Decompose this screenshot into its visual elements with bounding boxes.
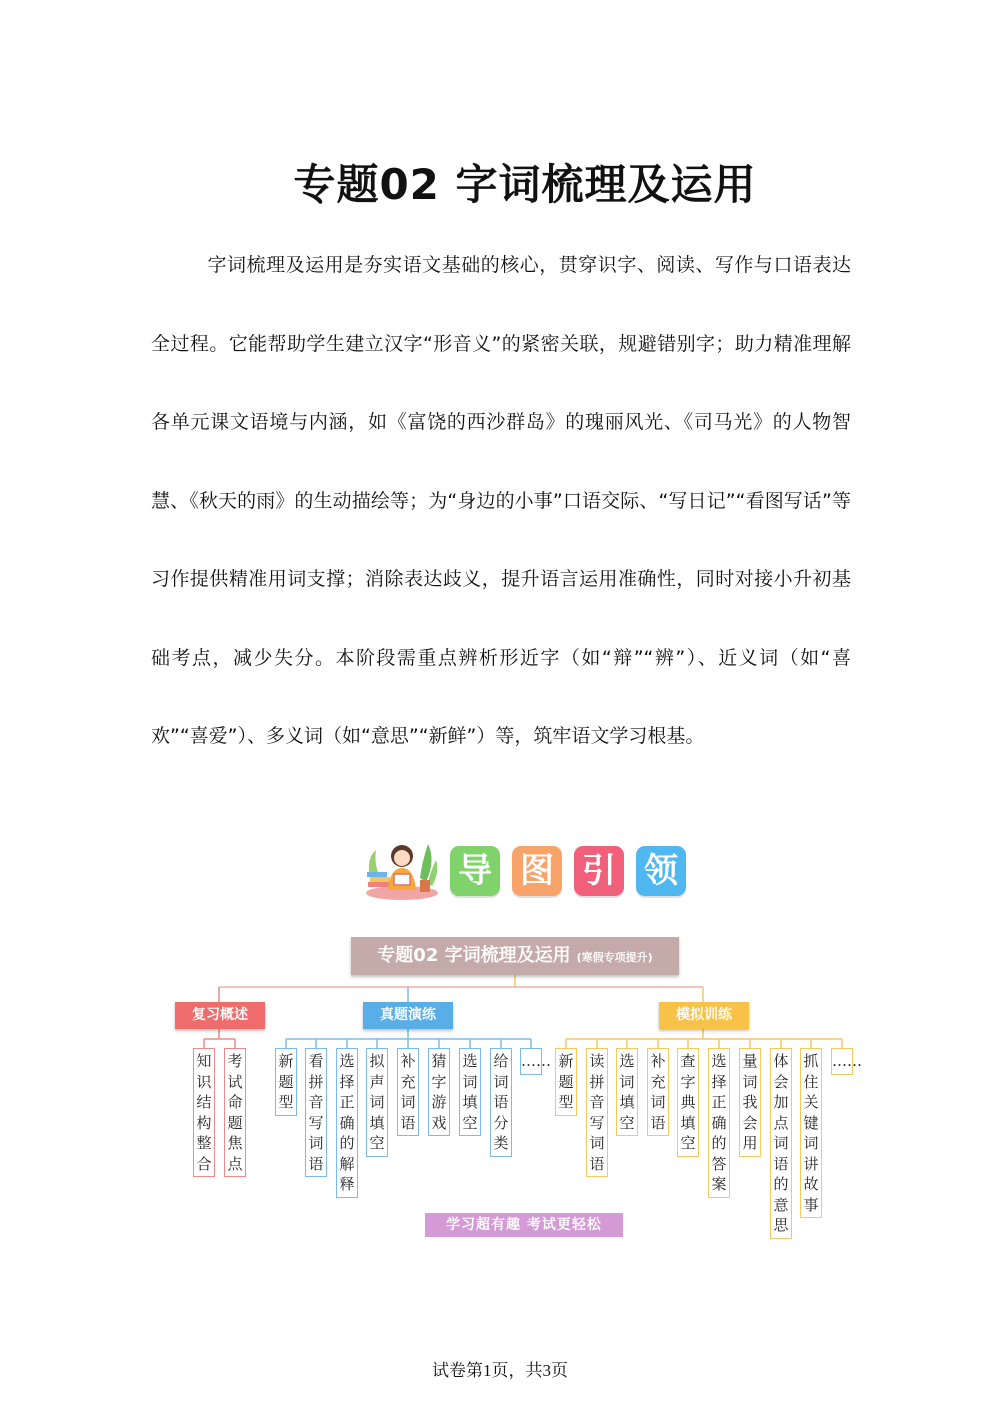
root-label: 专题02 字词梳理及运用 xyxy=(377,945,571,966)
root-note: (寒假专项提升) xyxy=(576,951,653,964)
page-title: 专题02 字词梳理及运用 xyxy=(293,160,757,209)
leaf-item: 读拼音写词语 xyxy=(586,1048,608,1177)
leaf-item: 选择正确的解释 xyxy=(336,1048,358,1198)
intro-text: 字词梳理及运用是夯实语文基础的核心，贯穿识字、阅读、写作与口语表达全过程。它能帮助学生建立汉字“形音义”的紧密关联，规避错别字；助力精准理解各单元课文语境与内涵，如《富饶的西沙群岛》的瑰丽风光、《司马光》的人物智慧、《秋天的雨》的生动描绘等；为“身边的小事”口语交际、“写日记”“看图写话”等习作提供精准用词支撑；消除表达歧义，提升语言运用准确性，同时对接小升初基础考点，减少失分。本阶段需重点辨析形近字（如“辩”“辨”）、近义词（如“喜欢”“喜爱”）、多义词（如“意思”“新鲜”）等，筑牢语文学习根基。 xyxy=(151,254,851,747)
image-tile: 图 xyxy=(512,846,562,896)
leaf-item: 新题型 xyxy=(555,1048,577,1116)
leaf-item: …… xyxy=(520,1048,542,1075)
leaf-item: 猜字游戏 xyxy=(428,1048,450,1136)
category-review-overview: 复习概述 xyxy=(175,1002,265,1029)
category-past-exam-practice: 真题演练 xyxy=(363,1002,453,1029)
leaf-item: 看拼音写词语 xyxy=(305,1048,327,1177)
leaf-item: 补充词语 xyxy=(647,1048,669,1136)
leaf-item: 体会加点词语的意思 xyxy=(770,1048,792,1239)
leaf-item: 知识结构整合 xyxy=(193,1048,215,1177)
leaf-item: 选词填空 xyxy=(616,1048,638,1136)
leaf-item: 选词填空 xyxy=(459,1048,481,1136)
leaf-item: 拟声词填空 xyxy=(366,1048,388,1157)
slogan-badge: 学习超有趣 考试更轻松 xyxy=(425,1213,623,1237)
leaf-item: 补充词语 xyxy=(397,1048,419,1136)
leaf-item: 新题型 xyxy=(275,1048,297,1116)
leaf-item: 给词语分类 xyxy=(490,1048,512,1157)
mind-map-root xyxy=(351,937,679,975)
category-mock-training: 模拟训练 xyxy=(659,1002,749,1029)
guide-tile: 导 xyxy=(450,846,500,896)
leaf-item: 量词我会用 xyxy=(739,1048,761,1157)
collar-tile: 领 xyxy=(636,846,686,896)
leaf-item: 考试命题焦点 xyxy=(224,1048,246,1177)
leaf-item: …… xyxy=(831,1048,853,1075)
lead-tile: 引 xyxy=(574,846,624,896)
leaf-item: 抓住关键词讲故事 xyxy=(800,1048,822,1218)
page-footer: 试卷第1页，共3页 xyxy=(432,1361,568,1380)
leaf-item: 选择正确的答案 xyxy=(708,1048,730,1198)
leaf-item: 查字典填空 xyxy=(677,1048,699,1157)
